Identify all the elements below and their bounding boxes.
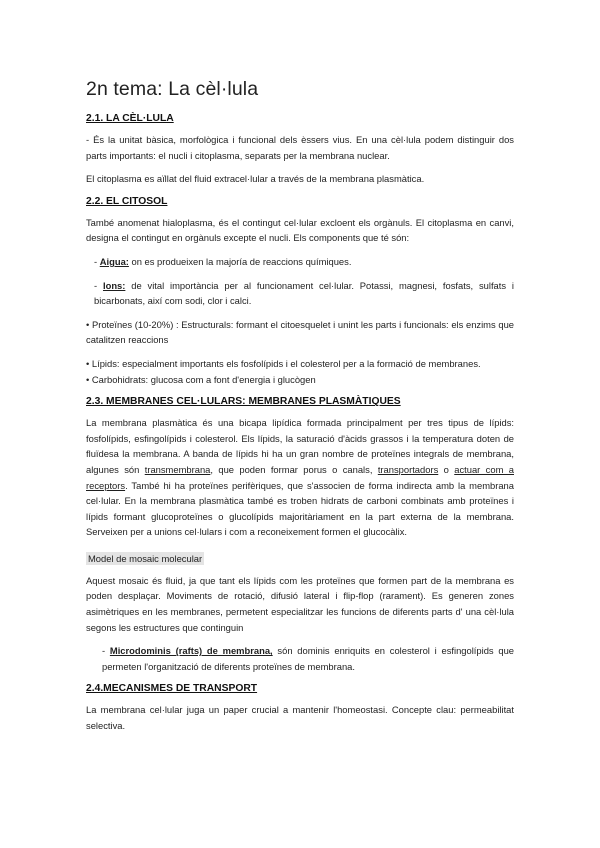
list-item-proteines: • Proteïnes (10-20%) : Estructurals: formant el citoesquelet i unint les parts i funcionals: els enzims que catalitzen reaccions xyxy=(86,318,514,346)
term-transmembrana: transmembrana xyxy=(144,463,211,475)
page-title: 2n tema: La cèl·lula xyxy=(86,78,259,100)
paragraph-cellula-def: - És la unitat bàsica, morfològica i funcional dels èssers vius. En una cèl·lula podem distinguir dos parts importants: el nucli i citoplasma, separats per la membrana nuclear. xyxy=(86,134,514,161)
list-item-microdominis: - Microdominis (rafts) de membrana, són dominis enriquits en colesterol i esfingolípids que permeten l'organització de diferents proteïnes de membrana. xyxy=(102,645,515,672)
text-microdominis: són dominis enriquits en colesterol i esfingolípids que permeten l'organització de diferents proteïnes de membrana. xyxy=(102,645,515,672)
term-receptors: actuar com a receptors xyxy=(86,463,514,491)
list-item-carbohidrats: • Carbohidrats: glucosa com a font d'energia i glucògen xyxy=(86,373,316,385)
list-item-ions: - Ions: de vital importància per al funcionament cel·lular. Potassi, magnesi, fosfats, sulfats i bicarbonats, així com sodi, clor i calci. xyxy=(94,279,514,307)
section-heading-transport: 2.4.MECANISMES DE TRANSPORT xyxy=(86,683,258,695)
text-aigua: on es produeixen la majoría de reaccions químiques. xyxy=(128,255,352,267)
text-membrana-4: . També hi ha proteïnes perifèriques, que s'associen de forma indirecta amb la membrana cel·lular. En la membrana plasmàtica també es troben hidrats de carboni combinats amb proteïnes i lípids formant glucoproteïnes o glucolípids majoritàriament en la part externa de la membrana. Serveixen per a unions cel·lulars i com a reconeixement formen el glucocàlix. xyxy=(86,479,514,538)
paragraph-citosol: També anomenat hialoplasma, és el contingut cel·lular excloent els orgànuls. El citoplasma en canvi, designa el contingut en orgànuls excepte el nucli. Els components que té són: xyxy=(86,216,514,244)
term-transportadors: transportadors xyxy=(377,463,439,475)
term-microdominis: Microdominis (rafts) de membrana, xyxy=(109,645,273,657)
list-item-lipids: • Lípids: especialment importants els fosfolípids i el colesterol per a la formació de membranes. xyxy=(86,357,481,369)
section-heading-citosol: 2.2. EL CITOSOL xyxy=(86,195,168,207)
section-heading-cellula: 2.1. LA CÈL·LULA xyxy=(86,113,174,124)
paragraph-model-mosaic: Aquest mosaic és fluid, ja que tant els lípids com les proteïnes que formen part de la membrana es poden desplaçar. Moviments de rotació, difusió lateral i flip-flop (rarament). Es generen zones asimètriques en les membranes, permetent especialitzar les funcions de diferents parts d' una cèl·lula segons les estructures que continguin xyxy=(86,574,514,633)
list-item-aigua: - Aigua: on es produeixen la majoría de reaccions químiques. xyxy=(94,255,352,267)
text-membrana-2: , que poden formar porus o canals, xyxy=(210,463,378,475)
paragraph-citoplasma: El citoplasma es aïllat del fluid extracel·lular a través de la membrana plasmàtica. xyxy=(86,173,425,185)
subheading-model-mosaic: Model de mosaic molecular xyxy=(88,552,203,564)
text-membrana-1: La membrana plasmàtica és una bicapa lipídica formada principalment per tres tipus de lípids: fosfolípids, esfingolípids i colesterol. Els lípids, la saturació d'àcids grassos i la temperatura doten de fluïdesa la membrana. A banda de lípids hi ha un gran nombre de proteïnes integrals de membrana, algunes són xyxy=(86,417,514,475)
section-heading-membranes: 2.3. MEMBRANES CEL·LULARS: MEMBRANES PLASMÀTIQUES xyxy=(86,396,401,408)
term-ions: Ions: xyxy=(102,279,126,291)
paragraph-transport: La membrana cel·lular juga un paper crucial a mantenir l'homeostasi. Concepte clau: permeabilitat selectiva. xyxy=(86,704,514,732)
text-ions: de vital importància per al funcionament cel·lular. Potassi, magnesi, fosfats, sulfats i bicarbonats, així com sodi, clor i calci. xyxy=(94,279,514,307)
paragraph-membrana xyxy=(86,415,514,540)
term-aigua: Aigua: xyxy=(99,255,129,267)
text-membrana-3: o xyxy=(438,463,455,475)
